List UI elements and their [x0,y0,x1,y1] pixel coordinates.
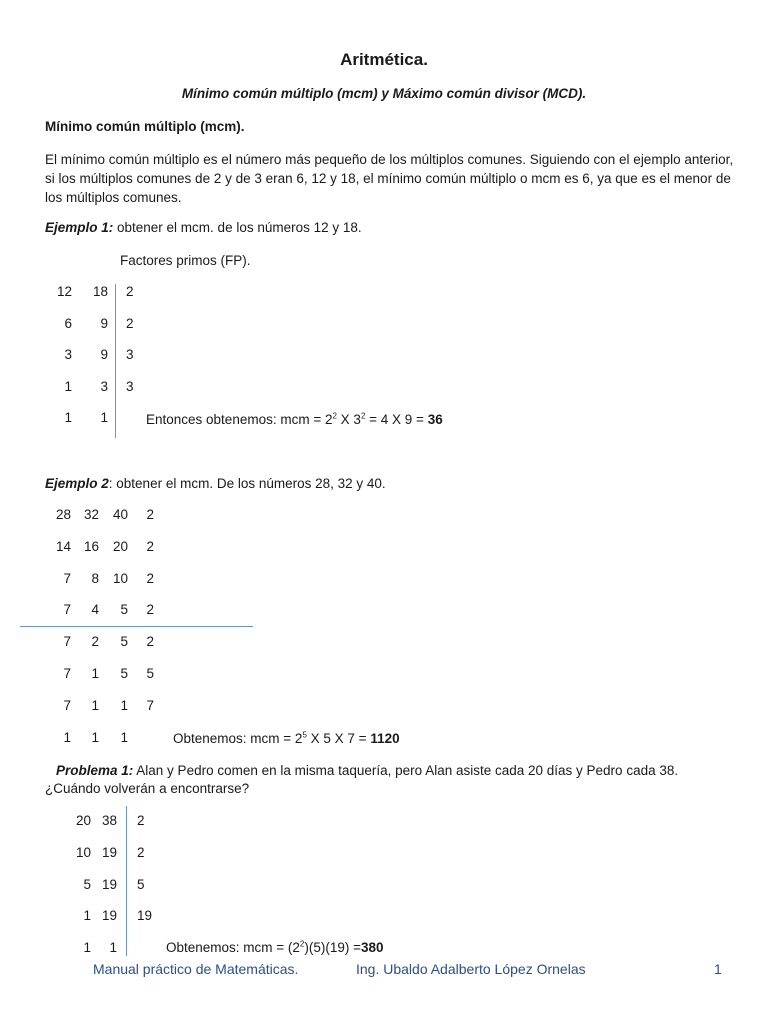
example2-cell-row4-col3: 5 [120,602,128,618]
example2-text: : obtener el mcm. De los números 28, 32 y 40. [108,476,386,491]
example1-cell-row1-col1: 12 [56,284,72,299]
example2-cell-row1-col3: 40 [112,507,128,522]
problem1-cell-row2-col2: 19 [101,844,117,860]
problem1-cell-row3-col2: 19 [101,876,117,892]
example1-divider-line [115,284,116,438]
example1-factors-caption: Factores primos (FP). [120,253,251,268]
example1-cell-row5-col2: 1 [100,410,108,426]
example1-exp1: 2 [332,411,337,421]
footer-page-number: 1 [714,961,722,977]
example1-label: Ejemplo 1: [45,220,114,235]
problem1-cell-row5-col2: 1 [109,940,117,956]
example1-cell-row4-col2: 3 [100,378,108,394]
example2-statement [45,476,386,491]
problem1-cell-row1-col3: 2 [137,813,145,828]
problem1-label: Problema 1: [56,763,134,778]
example1-result-mid: X 3 [336,412,361,427]
problem1-result-value: 380 [361,940,384,955]
page-subtitle: Mínimo común múltiplo (mcm) y Máximo común divisor (MCD). [181,86,587,101]
problem1-cell-row2-col1: 10 [75,844,91,860]
example2-cell-row3-col3: 10 [112,570,128,586]
example2-cell-row6-col4: 5 [146,666,154,681]
footer-manual-title: Manual práctico de Matemáticas. [93,961,299,977]
example2-cell-row1-col1: 28 [55,507,71,522]
example2-cell-row1-col4: 2 [146,507,154,522]
example2-cell-row4-col2: 4 [91,602,99,618]
problem1-result-prefix: Obtenemos: mcm = (2 [166,940,300,955]
problem1-cell-row2-col3: 2 [137,844,145,860]
problem1-divider-line [126,806,127,956]
example2-cell-row8-col2: 1 [91,729,99,745]
example2-cell-row5-col3: 5 [120,634,128,650]
example2-cell-row6-col2: 1 [91,666,99,681]
section-heading: Mínimo común múltiplo (mcm). [45,119,245,134]
example1-cell-row3-col3: 3 [126,347,134,363]
example2-cell-row5-col4: 2 [146,634,154,650]
problem1-cell-row1-col1: 20 [75,813,91,828]
example1-cell-row1-col2: 18 [92,284,108,299]
problem1-text: Alan y Pedro comen en la misma taquería, pero Alan asiste cada 20 días y Pedro cada 38. [133,763,679,778]
problem1-cell-row3-col3: 5 [137,876,145,892]
example2-cell-row6-col3: 5 [120,666,128,681]
problem1-statement [56,763,678,778]
example2-cell-row4-col1: 7 [63,602,71,618]
example2-cell-row5-col2: 2 [91,634,99,650]
example1-cell-row1-col3: 2 [126,284,134,299]
example2-label: Ejemplo 2 [45,476,109,491]
example2-cell-row8-col1: 1 [63,729,71,745]
example2-cell-row3-col4: 2 [146,570,154,586]
example2-cell-row6-col1: 7 [63,666,71,681]
example2-cell-row2-col1: 14 [55,538,71,554]
problem1-cell-row1-col2: 38 [101,813,117,828]
problem1-cell-row3-col1: 5 [83,876,91,892]
example1-cell-row5-col1: 1 [64,410,72,426]
example2-result-value: 1120 [370,731,400,746]
example1-cell-row4-col3: 3 [126,378,134,394]
intro-paragraph: El mínimo común múltiplo es el número más pequeño de los múltiplos comunes. Siguiendo con el ejemplo anterior, si los múltiplos comunes de 2 y de 3 eran 6, 12 y 18, el mínimo común múltiplo o mcm es 6, ya que es el menor de los múltiplos comunes. [45,152,734,205]
example2-cell-row7-col2: 1 [91,697,99,713]
example1-text: obtener el mcm. de los números 12 y 18. [113,220,362,235]
example2-cell-row8-col3: 1 [120,729,128,745]
example2-cell-row7-col4: 7 [146,697,154,713]
example2-exp1: 5 [302,730,307,740]
example2-cell-row2-col2: 16 [83,538,99,554]
page-title: Aritmética. [340,50,428,69]
example2-cell-row4-col4: 2 [146,602,154,618]
problem1-exp1: 2 [299,939,305,949]
example2-cell-row2-col4: 2 [146,538,154,554]
example1-statement [45,220,362,235]
example2-cell-row1-col2: 32 [83,507,99,522]
example1-cell-row2-col1: 6 [64,315,72,331]
example1-cell-row3-col2: 9 [100,347,108,363]
example2-cell-row3-col2: 8 [91,570,99,586]
example1-result-rest: = 4 X 9 = [365,412,428,427]
example2-cell-row2-col3: 20 [112,538,128,554]
example2-separator-line [20,626,253,627]
example2-cell-row3-col1: 7 [63,570,71,586]
problem1-result [166,940,384,955]
example2-result [173,731,400,746]
example1-cell-row2-col3: 2 [126,315,134,331]
example2-result-rest: X 5 X 7 = [306,731,371,746]
footer-author: Ing. Ubaldo Adalberto López Ornelas [356,961,586,977]
problem1-cell-row5-col1: 1 [83,940,91,956]
example2-cell-row5-col1: 7 [63,634,71,650]
problem1-cell-row4-col1: 1 [83,908,91,924]
example1-result [146,412,443,427]
problem1-question: ¿Cuándo volverán a encontrarse? [45,781,250,796]
example1-exp2: 2 [360,411,366,421]
example2-result-prefix: Obtenemos: mcm = 2 [173,731,303,746]
example2-cell-row7-col1: 7 [63,697,71,713]
problem1-cell-row4-col3: 19 [137,908,153,924]
example1-result-prefix: Entonces obtenemos: mcm = 2 [146,412,333,427]
example1-cell-row4-col1: 1 [64,378,72,394]
problem1-cell-row4-col2: 19 [101,908,117,924]
example1-result-value: 36 [427,412,443,427]
problem1-result-rest: )(5)(19) = [304,940,362,955]
example1-cell-row3-col1: 3 [64,347,72,363]
example2-cell-row7-col3: 1 [120,697,128,713]
example1-cell-row2-col2: 9 [100,315,108,331]
